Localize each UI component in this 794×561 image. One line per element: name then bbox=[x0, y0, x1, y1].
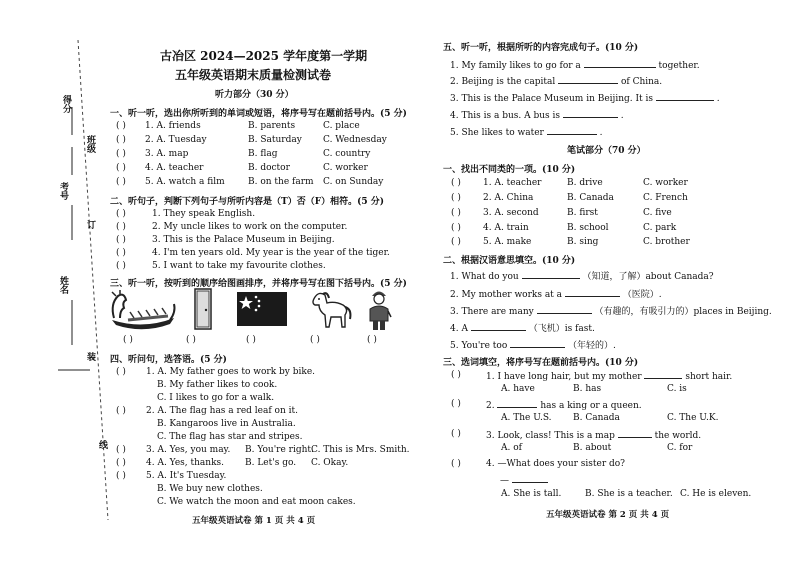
fill-sentence bbox=[450, 92, 720, 105]
sentence-start: 2. Beijing is the capital bbox=[450, 77, 556, 87]
option-c: C. is bbox=[667, 384, 687, 394]
option-a: 2. A. Tuesday bbox=[145, 135, 207, 145]
sentence-start: 3. Look, class! This is a map bbox=[486, 431, 615, 441]
class-label: 班级 bbox=[85, 135, 95, 153]
option-c: C. park bbox=[643, 223, 677, 233]
sentence-end: the world. bbox=[654, 431, 702, 441]
option-a: A. of bbox=[501, 443, 522, 453]
option-c: C. five bbox=[643, 208, 672, 218]
answer-blank[interactable] bbox=[547, 126, 597, 135]
answer-bracket[interactable]: ( ) bbox=[451, 459, 461, 469]
answer-bracket[interactable]: ( ) bbox=[116, 235, 126, 245]
option-b: B. Canada bbox=[573, 413, 620, 423]
china-flag-picture bbox=[237, 292, 287, 326]
option-a: 1. A. friends bbox=[145, 121, 201, 131]
sentence-start: 1. I have long hair, but my mother bbox=[486, 372, 642, 382]
dash: — bbox=[500, 476, 509, 486]
worker-picture bbox=[366, 287, 392, 331]
answer-bracket[interactable]: ( ) bbox=[116, 261, 126, 271]
picture-bracket[interactable]: ( ) bbox=[186, 335, 196, 345]
option-c: C. place bbox=[323, 121, 360, 131]
section3-heading: 三、听一听，按听到的顺序给图画排序，并将序号写在图下括号内。(5 分) bbox=[110, 279, 407, 289]
choice: B. You're right. bbox=[245, 445, 314, 455]
sentence-end: （有趣的，有吸引力的）places in Beijing. bbox=[594, 307, 772, 317]
sentence-end: has a king or a queen. bbox=[540, 401, 642, 411]
option-c: C. on Sunday bbox=[323, 177, 384, 187]
answer-bracket[interactable]: ( ) bbox=[116, 163, 126, 173]
answer-blank[interactable] bbox=[584, 59, 656, 68]
sentence-start: 4. This is a bus. A bus is bbox=[450, 111, 560, 121]
choice: B. We buy new clothes. bbox=[157, 484, 263, 494]
choice: B. Kangaroos live in Australia. bbox=[157, 419, 296, 429]
option-a: A. The U.S. bbox=[501, 413, 552, 423]
sentence-end: together. bbox=[658, 61, 700, 71]
section1-heading: 一、听一听，选出你所听到的单词或短语，将序号写在题前括号内。(5 分) bbox=[110, 109, 407, 119]
answer-bracket[interactable]: ( ) bbox=[116, 209, 126, 219]
fill-sentence bbox=[450, 288, 662, 301]
fill-sentence bbox=[486, 399, 642, 412]
answer-bracket[interactable]: ( ) bbox=[116, 471, 126, 481]
option-c: C. country bbox=[323, 149, 371, 159]
option-b: B. Saturday bbox=[248, 135, 302, 145]
answer-bracket[interactable]: ( ) bbox=[116, 222, 126, 232]
option-b: B. flag bbox=[248, 149, 278, 159]
option-c: C. He is eleven. bbox=[680, 489, 752, 499]
answer-bracket[interactable]: ( ) bbox=[451, 208, 461, 218]
fill-sentence bbox=[500, 474, 548, 487]
option-a: 2. A. China bbox=[483, 193, 534, 203]
page-footer-1: 五年级英语试卷 第 1 页 共 4 页 bbox=[192, 516, 316, 526]
answer-bracket[interactable]: ( ) bbox=[451, 429, 461, 439]
exam-title-line2: 五年级英语期末质量检测试卷 bbox=[175, 68, 332, 82]
answer-blank[interactable] bbox=[471, 322, 526, 331]
section2-heading: 二、听句子，判断下列句子与所听内容是（T）否（F）相符。(5 分) bbox=[110, 197, 385, 207]
choice: 2. A. The flag has a red leaf on it. bbox=[146, 406, 298, 416]
listening-part-heading: 听力部分（30 分） bbox=[215, 90, 294, 100]
choice: C. Okay. bbox=[311, 458, 349, 468]
fill-sentence bbox=[450, 75, 662, 88]
sentence-end: . bbox=[620, 111, 624, 121]
question-text: 4. —What does your sister do? bbox=[486, 459, 626, 469]
line-label: 线 bbox=[97, 440, 107, 449]
option-a: A. have bbox=[501, 384, 535, 394]
choice: 1. A. My father goes to work by bike. bbox=[146, 367, 316, 377]
exam-no-label: 考号 bbox=[58, 182, 68, 200]
choice: B. My father likes to cook. bbox=[157, 380, 278, 390]
option-b: B. has bbox=[573, 384, 602, 394]
answer-bracket[interactable]: ( ) bbox=[116, 406, 126, 416]
fill-sentence bbox=[450, 339, 616, 352]
sentence-start: 1. My family likes to go for a bbox=[450, 61, 581, 71]
answer-bracket[interactable]: ( ) bbox=[116, 177, 126, 187]
option-c: C. worker bbox=[643, 178, 688, 188]
answer-bracket[interactable]: ( ) bbox=[116, 248, 126, 258]
section4-heading: 四、听问句，选答语。(5 分) bbox=[110, 355, 227, 365]
sentence-start: 1. What do you bbox=[450, 272, 519, 282]
sentence-end: （年轻的）. bbox=[568, 341, 616, 351]
sentence-end: （医院）. bbox=[622, 290, 662, 300]
answer-blank[interactable] bbox=[497, 399, 537, 408]
option-a: 4. A. teacher bbox=[145, 163, 204, 173]
sentence-end: . bbox=[716, 94, 720, 104]
option-a: 3. A. second bbox=[483, 208, 539, 218]
option-b: B. doctor bbox=[248, 163, 290, 173]
fill-sentence bbox=[450, 305, 772, 318]
binding-lines bbox=[0, 0, 110, 561]
fill-sentence bbox=[450, 59, 700, 72]
dragon-boat-picture bbox=[108, 290, 178, 332]
answer-bracket[interactable]: ( ) bbox=[116, 149, 126, 159]
answer-blank[interactable] bbox=[512, 474, 548, 483]
answer-blank[interactable] bbox=[558, 75, 618, 84]
fill-sentence bbox=[450, 109, 624, 122]
score-label: 得分 bbox=[61, 95, 71, 113]
choice: C. We watch the moon and eat moon cakes. bbox=[157, 497, 356, 507]
option-b: B. about bbox=[573, 443, 612, 453]
tf-sentence: 2. My uncle likes to work on the computer. bbox=[152, 222, 348, 232]
choice: 3. A. Yes, you may. bbox=[146, 445, 231, 455]
choice: 4. A. Yes, thanks. bbox=[146, 458, 225, 468]
option-a: 4. A. train bbox=[483, 223, 529, 233]
answer-bracket[interactable]: ( ) bbox=[451, 223, 461, 233]
fill-sentence bbox=[450, 126, 602, 139]
fill-sentence bbox=[486, 370, 732, 383]
option-c: C. for bbox=[667, 443, 693, 453]
sentence-start: 3. There are many bbox=[450, 307, 534, 317]
answer-bracket[interactable]: ( ) bbox=[451, 193, 461, 203]
choice: C. The flag has star and stripes. bbox=[157, 432, 303, 442]
answer-bracket[interactable]: ( ) bbox=[116, 135, 126, 145]
answer-blank[interactable] bbox=[563, 109, 618, 118]
sentence-start: 4. A bbox=[450, 324, 468, 334]
answer-blank[interactable] bbox=[522, 270, 580, 279]
choice: C. I likes to go for a walk. bbox=[157, 393, 275, 403]
answer-bracket[interactable]: ( ) bbox=[116, 121, 126, 131]
choice: B. Let's go. bbox=[245, 458, 297, 468]
option-b: B. school bbox=[567, 223, 609, 233]
option-b: B. parents bbox=[248, 121, 296, 131]
option-a: A. She is tall. bbox=[501, 489, 562, 499]
answer-blank[interactable] bbox=[644, 370, 682, 379]
seal-label: 装 bbox=[85, 352, 95, 361]
fill-sentence bbox=[450, 322, 595, 335]
sentence-start: 2. bbox=[486, 401, 495, 411]
answer-bracket[interactable]: ( ) bbox=[116, 445, 126, 455]
tf-sentence: 5. I want to take my favourite clothes. bbox=[152, 261, 326, 271]
w2-heading: 二、根据汉语意思填空。(10 分) bbox=[443, 256, 576, 266]
option-a: 5. A. make bbox=[483, 237, 532, 247]
exam-title-line1: 古冶区 2024—2025 学年度第一学期 bbox=[160, 49, 368, 63]
option-c: C. French bbox=[643, 193, 688, 203]
answer-bracket[interactable]: ( ) bbox=[451, 399, 461, 409]
w3-heading: 三、选词填空，将序号写在题前括号内。(10 分) bbox=[443, 358, 639, 368]
option-c: C. worker bbox=[323, 163, 368, 173]
answer-bracket[interactable]: ( ) bbox=[116, 367, 126, 377]
picture-bracket[interactable]: ( ) bbox=[246, 335, 256, 345]
sentence-start: 5. She likes to water bbox=[450, 128, 544, 138]
choice: 5. A. It's Tuesday. bbox=[146, 471, 227, 481]
answer-blank[interactable] bbox=[656, 92, 714, 101]
fill-sentence bbox=[486, 429, 701, 442]
answer-blank[interactable] bbox=[618, 429, 652, 438]
binding-margin bbox=[0, 0, 110, 561]
option-a: 1. A. teacher bbox=[483, 178, 542, 188]
option-b: B. sing bbox=[567, 237, 599, 247]
option-b: B. on the farm bbox=[248, 177, 314, 187]
answer-bracket[interactable]: ( ) bbox=[116, 458, 126, 468]
writing-part-heading: 笔试部分（70 分） bbox=[567, 146, 646, 156]
answer-blank[interactable] bbox=[565, 288, 620, 297]
option-b: B. Canada bbox=[567, 193, 614, 203]
picture-bracket[interactable]: ( ) bbox=[123, 335, 133, 345]
fill-sentence bbox=[450, 270, 714, 283]
sentence-start: 2. My mother works at a bbox=[450, 290, 563, 300]
option-c: C. brother bbox=[643, 237, 690, 247]
horse-picture bbox=[305, 289, 353, 331]
w1-heading: 一、找出不同类的一项。(10 分) bbox=[443, 165, 576, 175]
option-c: C. Wednesday bbox=[323, 135, 387, 145]
order-label: 订 bbox=[85, 220, 95, 229]
picture-bracket[interactable]: ( ) bbox=[367, 335, 377, 345]
door-picture bbox=[193, 288, 213, 330]
answer-bracket[interactable]: ( ) bbox=[451, 178, 461, 188]
name-label: 姓名 bbox=[58, 276, 68, 294]
sentence-start: 5. You're too bbox=[450, 341, 508, 351]
tf-sentence: 3. This is the Palace Museum in Beijing. bbox=[152, 235, 335, 245]
option-b: B. She is a teacher. bbox=[585, 489, 673, 499]
option-c: C. The U.K. bbox=[667, 413, 719, 423]
sentence-start: 3. This is the Palace Museum in Beijing. It is bbox=[450, 94, 654, 104]
answer-blank[interactable] bbox=[510, 339, 565, 348]
answer-bracket[interactable]: ( ) bbox=[451, 370, 461, 380]
sentence-end: . bbox=[599, 128, 603, 138]
sentence-end: （知道，了解）about Canada? bbox=[582, 272, 714, 282]
picture-bracket[interactable]: ( ) bbox=[310, 335, 320, 345]
option-a: 3. A. map bbox=[145, 149, 189, 159]
sentence-end: （飞机）is fast. bbox=[528, 324, 595, 334]
section5-heading: 五、听一听，根据所听的内容完成句子。(10 分) bbox=[443, 43, 639, 53]
answer-bracket[interactable]: ( ) bbox=[451, 237, 461, 247]
answer-blank[interactable] bbox=[537, 305, 592, 314]
page-footer-2: 五年级英语试卷 第 2 页 共 4 页 bbox=[546, 510, 670, 520]
option-b: B. first bbox=[567, 208, 598, 218]
option-b: B. drive bbox=[567, 178, 603, 188]
sentence-end: of China. bbox=[620, 77, 663, 87]
sentence-end: short hair. bbox=[685, 372, 733, 382]
tf-sentence: 4. I'm ten years old. My year is the year of the tiger. bbox=[152, 248, 390, 258]
choice: C. This is Mrs. Smith. bbox=[311, 445, 410, 455]
tf-sentence: 1. They speak English. bbox=[152, 209, 256, 219]
option-a: 5. A. watch a film bbox=[145, 177, 225, 187]
